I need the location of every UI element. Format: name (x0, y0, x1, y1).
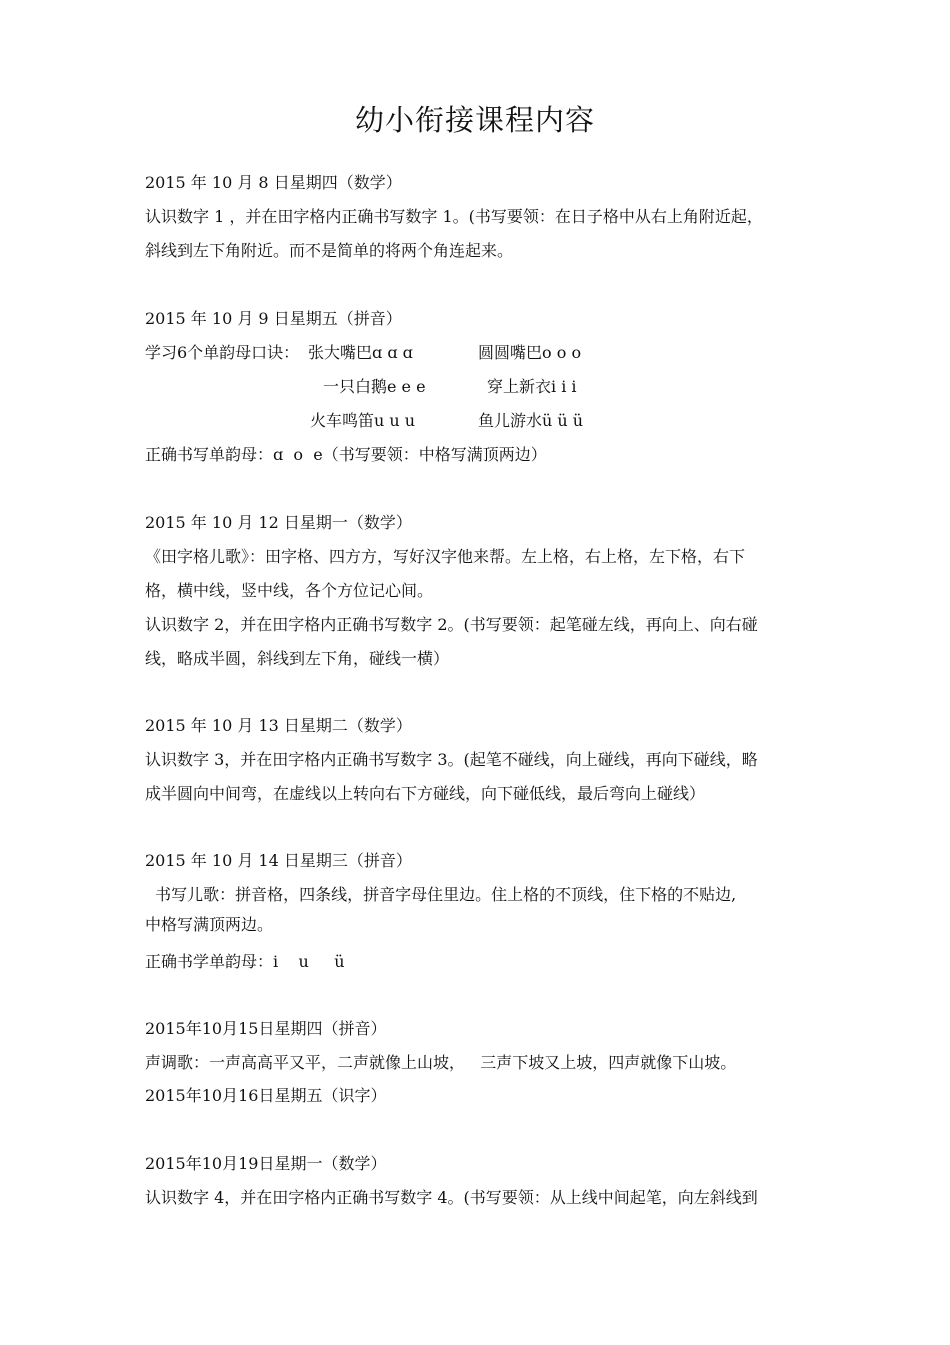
mnemonic-item: 鱼儿游水ü ü ü (478, 411, 584, 430)
entry-date: 2015 年 10 月 8 日星期四（数学） (145, 173, 402, 192)
document-title: 幼小衔接课程内容 (354, 103, 595, 137)
entry-text: 正确书写单韵母：ɑ o e（书写要领：中格写满顶两边） (145, 445, 547, 464)
entry-date: 2015年10月15日星期四（拼音） (145, 1019, 387, 1038)
entry-text: 成半圆向中间弯，在虚线以上转向右下方碰线，向下碰低线，最后弯向上碰线） (145, 784, 706, 803)
entry-text: 认识数字 3，并在田字格内正确书写数字 3。(起笔不碰线，向上碰线，再向下碰线，略 (145, 750, 758, 769)
entry-text: 中格写满顶两边。 (145, 915, 274, 934)
entry-text: 认识数字 4，并在田字格内正确书写数字 4。(书写要领：从上线中间起笔，向左斜线到 (145, 1188, 758, 1207)
entry-date: 2015 年 10 月 9 日星期五（拼音） (145, 309, 402, 328)
entry-text: 斜线到左下角附近。而不是简单的将两个角连起来。 (145, 241, 514, 260)
mnemonic-label: 学习6个单韵母口诀： (145, 343, 300, 362)
entry-text: 《田字格儿歌》：田字格、四方方，写好汉字他来帮。左上格，右上格，左下格，右下 (145, 547, 746, 566)
entry-date: 2015年10月16日星期五（识字） (145, 1086, 387, 1105)
mnemonic-item: 一只白鹅e e e (323, 377, 426, 396)
entry-text: 认识数字 1 ，并在田字格内正确书写数字 1。(书写要领：在日子格中从右上角附近起， (145, 207, 763, 226)
entry-date: 2015年10月19日星期一（数学） (145, 1154, 387, 1173)
entry-date: 2015 年 10 月 12 日星期一（数学） (145, 513, 412, 532)
entry-text: 认识数字 2，并在田字格内正确书写数字 2。(书写要领：起笔碰左线，再向上、向右碰 (145, 615, 758, 634)
entry-text: 书写儿歌：拼音格，四条线，拼音字母住里边。住上格的不顶线，住下格的不贴边, (145, 885, 737, 904)
entry-date: 2015 年 10 月 13 日星期二（数学） (145, 716, 412, 735)
mnemonic-item: 火车鸣笛u u u (310, 411, 416, 430)
entry-text: 线，略成半圆，斜线到左下角，碰线一横） (145, 649, 450, 668)
entry-text: 声调歌：一声高高平又平，二声就像上山坡， 三声下坡又上坡，四声就像下山坡。 (145, 1053, 737, 1072)
entry-date: 2015 年 10 月 14 日星期三（拼音） (145, 851, 412, 870)
entry-text: 正确书学单韵母：i u ü (145, 952, 345, 971)
mnemonic-item: 圆圆嘴巴o o o (478, 343, 582, 362)
entry-text: 格，横中线，竖中线，各个方位记心间。 (145, 581, 434, 600)
mnemonic-item: 张大嘴巴ɑ ɑ ɑ (308, 343, 413, 362)
mnemonic-item: 穿上新衣i i i (487, 377, 577, 396)
